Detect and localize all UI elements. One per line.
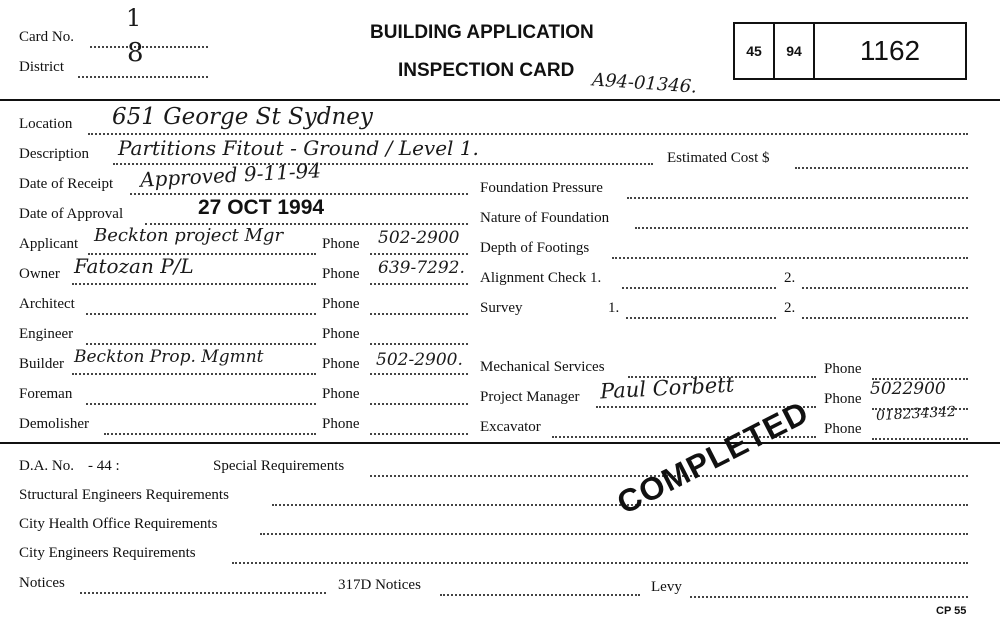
applicant-value: Beckton project Mgr <box>94 225 284 246</box>
owner-line <box>72 283 316 285</box>
project-manager-phone-label: Phone <box>824 391 862 407</box>
da-no-value: - 44 : <box>88 458 120 474</box>
location-value: 651 George St Sydney <box>112 104 373 130</box>
excavator-label: Excavator <box>480 419 541 435</box>
foundation-pressure-label: Foundation Pressure <box>480 180 603 196</box>
survey-1-line <box>626 317 776 319</box>
owner-phone-line <box>370 283 468 285</box>
date-of-receipt-value: Approved 9-11-94 <box>139 158 322 192</box>
demolisher-phone-label: Phone <box>322 416 360 432</box>
title-line2: INSPECTION CARD <box>398 60 575 81</box>
notices-label: Notices <box>19 575 65 591</box>
project-manager-label: Project Manager <box>480 389 580 405</box>
survey-2-label: 2. <box>784 300 796 316</box>
mechanical-phone-label: Phone <box>824 361 862 377</box>
location-label: Location <box>19 116 73 132</box>
details-divider <box>0 442 1000 444</box>
foreman-phone-line <box>370 403 468 405</box>
city-health-requirements-line <box>260 533 968 535</box>
builder-value: Beckton Prop. Mgmnt <box>74 347 264 367</box>
demolisher-phone-line <box>370 433 468 435</box>
date-of-receipt-line <box>130 193 468 195</box>
engineer-phone-label: Phone <box>322 326 360 342</box>
card-no-line <box>90 46 208 48</box>
architect-phone-line <box>370 313 468 315</box>
survey-1-label: 1. <box>608 300 620 316</box>
completed-stamp: COMPLETED <box>611 393 815 522</box>
notices-317d-label: 317D Notices <box>338 577 421 593</box>
structural-requirements-label: Structural Engineers Requirements <box>19 487 229 503</box>
demolisher-label: Demolisher <box>19 416 89 432</box>
date-of-receipt-label: Date of Receipt <box>19 176 114 192</box>
owner-phone-label: Phone <box>322 266 360 282</box>
date-of-approval-label: Date of Approval <box>19 206 124 222</box>
survey-2-line <box>802 317 968 319</box>
project-manager-value: Paul Corbett <box>599 372 735 404</box>
form-code: CP 55 <box>936 605 967 617</box>
builder-label: Builder <box>19 356 64 372</box>
district-line <box>78 76 208 78</box>
engineer-line <box>86 343 316 345</box>
city-engineers-requirements-line <box>232 562 968 564</box>
alignment-check-label: Alignment Check 1. <box>480 270 602 286</box>
header-divider <box>0 99 1000 101</box>
foundation-pressure-line <box>627 197 968 199</box>
card-no-label: Card No. <box>19 29 74 45</box>
city-health-requirements-label: City Health Office Requirements <box>19 516 218 532</box>
date-of-approval-stamp: 27 OCT 1994 <box>198 196 325 219</box>
builder-line <box>72 373 316 375</box>
alignment-check-1-line <box>622 287 776 289</box>
survey-label: Survey <box>480 300 523 316</box>
owner-phone: 639-7292. <box>378 258 465 278</box>
notices-317d-line <box>440 594 640 596</box>
estimated-cost-label: Estimated Cost $ <box>667 150 770 166</box>
applicant-phone-line <box>370 253 468 255</box>
demolisher-line <box>104 433 316 435</box>
foreman-phone-label: Phone <box>322 386 360 402</box>
location-line <box>88 133 968 135</box>
alignment-check-2-label: 2. <box>784 270 796 286</box>
builder-phone: 502-2900. <box>376 350 463 370</box>
excavator-phone-line <box>872 438 968 440</box>
city-engineers-requirements-label: City Engineers Requirements <box>19 545 196 561</box>
notices-line <box>80 592 326 594</box>
engineer-phone-line <box>370 343 468 345</box>
number-box-cell-2: 94 <box>775 24 815 78</box>
levy-line <box>690 596 968 598</box>
applicant-label: Applicant <box>19 236 79 252</box>
architect-phone-label: Phone <box>322 296 360 312</box>
alignment-check-2-line <box>802 287 968 289</box>
special-requirements-label: Special Requirements <box>213 458 345 474</box>
nature-of-foundation-label: Nature of Foundation <box>480 210 610 226</box>
reference-number: A94-01346. <box>591 69 698 98</box>
title-line1: BUILDING APPLICATION <box>370 22 594 43</box>
foreman-line <box>86 403 316 405</box>
architect-line <box>86 313 316 315</box>
estimated-cost-line <box>795 167 968 169</box>
architect-label: Architect <box>19 296 75 312</box>
applicant-phone: 502-2900 <box>378 228 460 248</box>
card-no-value: 1 <box>126 4 142 32</box>
builder-phone-line <box>370 373 468 375</box>
owner-label: Owner <box>19 266 60 282</box>
excavator-phone: 018234342 <box>875 403 957 425</box>
da-no-label: D.A. No. <box>19 458 74 474</box>
card-number: 1162 <box>859 35 921 66</box>
number-box-cell-1: 45 <box>735 24 775 78</box>
number-box <box>733 22 967 80</box>
depth-of-footings-label: Depth of Footings <box>480 240 590 256</box>
owner-value: Fatozan P/L <box>74 254 194 278</box>
description-label: Description <box>19 146 89 162</box>
district-value: 8 <box>127 38 144 68</box>
depth-of-footings-line <box>612 257 968 259</box>
project-manager-phone: 5022900 <box>870 379 946 399</box>
description-value: Partitions Fitout - Ground / Level 1. <box>118 136 479 160</box>
applicant-phone-label: Phone <box>322 236 360 252</box>
mechanical-services-label: Mechanical Services <box>480 359 605 375</box>
engineer-label: Engineer <box>19 326 74 342</box>
levy-label: Levy <box>651 579 682 595</box>
nature-of-foundation-line <box>635 227 968 229</box>
excavator-phone-label: Phone <box>824 421 862 437</box>
builder-phone-label: Phone <box>322 356 360 372</box>
foreman-label: Foreman <box>19 386 73 402</box>
district-label: District <box>19 59 64 75</box>
